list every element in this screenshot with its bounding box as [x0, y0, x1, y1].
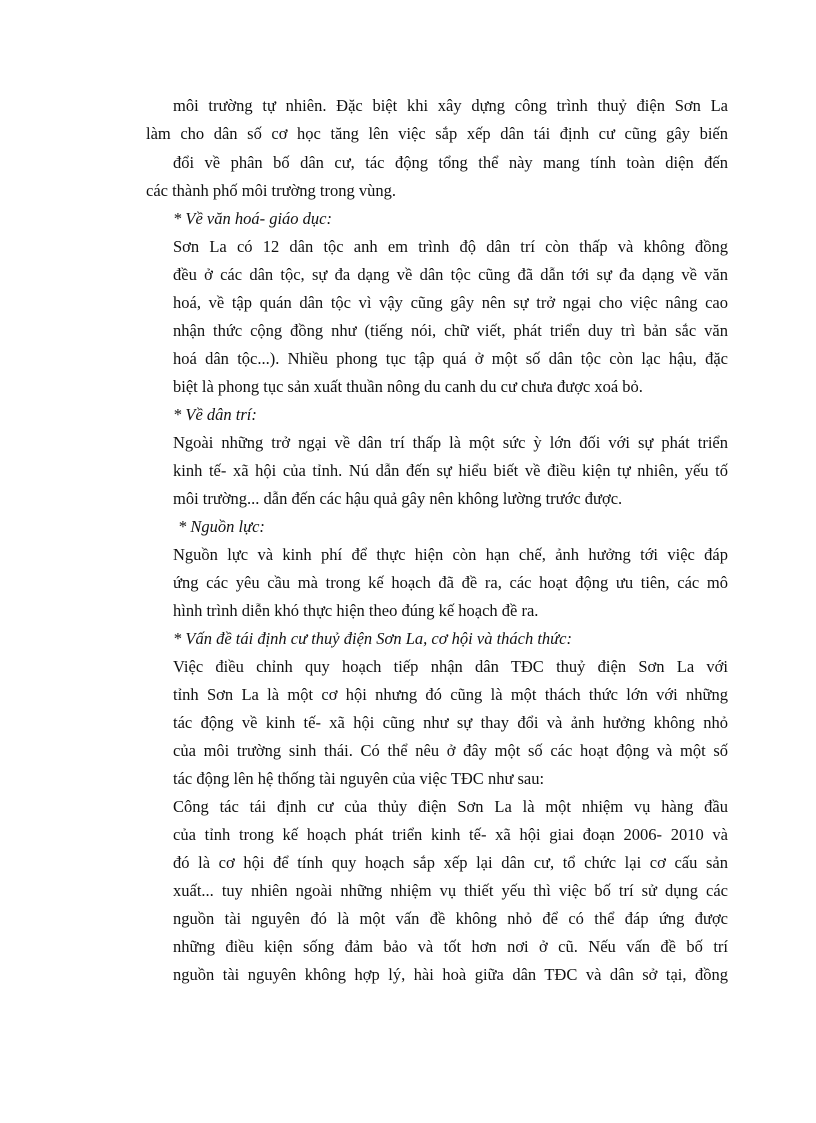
text-line: hình trình diễn khó thực hiện theo đúng kế hoạch đề ra. — [173, 601, 539, 620]
text-line: của tỉnh trong kế hoạch phát triển kinh tế- xã hội giai đoạn 2006- 2010 và — [173, 825, 728, 844]
text-line: nhận thức cộng đồng như (tiếng nói, chữ viết, phát triển duy trì bản sắc văn — [173, 321, 728, 340]
text-line: tác động lên hệ thống tài nguyên của việc TĐC như sau: — [173, 769, 545, 788]
text-line: xuất... tuy nhiên ngoài những nhiệm vụ thiết yếu thì việc bố trí sử dụng các — [173, 881, 728, 900]
text-line: tác động về kinh tế- xã hội cũng như sự thay đổi và ảnh hưởng không nhỏ — [173, 713, 728, 732]
text-line: nguồn tài nguyên đó là một vấn đề không nhỏ để có thể đáp ứng được — [173, 909, 728, 928]
text-line: các thành phố môi trường trong vùng. — [146, 181, 396, 200]
text-line: Ngoài những trở ngại về dân trí thấp là một sức ỳ lớn đối với sự phát triển — [173, 433, 728, 452]
text-line: Nguồn lực và kinh phí để thực hiện còn hạn chế, ảnh hưởng tới việc đáp — [173, 545, 728, 564]
text-line: của môi trường sinh thái. Có thể nêu ở đây một số các hoạt động và một số — [173, 741, 728, 760]
text-line: đều ở các dân tộc, sự đa dạng về dân tộc cũng đã dẫn tới sự đa dạng về văn — [173, 265, 728, 284]
text-line: môi trường tự nhiên. Đặc biệt khi xây dựng công trình thuỷ điện Sơn La — [173, 96, 728, 115]
text-line: môi trường... dẫn đến các hậu quả gây nên không lường trước được. — [173, 489, 623, 508]
text-line: tỉnh Sơn La là một cơ hội nhưng đó cũng là một thách thức lớn với những — [173, 685, 728, 704]
text-line: ứng các yêu cầu mà trong kế hoạch đã đề ra, các hoạt động ưu tiên, các mô — [173, 573, 728, 592]
section-heading-culture-education: * Về văn hoá- giáo dục: — [173, 209, 332, 228]
text-line: hoá dân tộc...). Nhiều phong tục tập quá ở một số dân tộc còn lạc hậu, đặc — [173, 349, 728, 368]
text-line: những điều kiện sống đảm bảo và tốt hơn nơi ở cũ. Nếu vấn đề bố trí — [173, 937, 728, 956]
section-heading-education: * Về dân trí: — [173, 405, 257, 424]
text-line: hoá, về tập quán dân tộc vì vậy cũng gây nên sự trở ngại cho việc nâng cao — [173, 293, 728, 312]
text-line: biệt là phong tục sản xuất thuần nông du canh du cư chưa được xoá bỏ. — [173, 377, 643, 396]
text-line: Sơn La có 12 dân tộc anh em trình độ dân trí còn thấp và không đồng — [173, 237, 728, 256]
section-heading-resettlement: * Vấn đề tái định cư thuỷ điện Sơn La, cơ hội và thách thức: — [173, 629, 572, 648]
text-line: đó là cơ hội để tính quy hoạch sắp xếp lại dân cư, tổ chức lại cơ cấu sản — [173, 853, 728, 872]
text-line: nguồn tài nguyên không hợp lý, hài hoà giữa dân TĐC và dân sở tại, đồng — [173, 965, 728, 984]
text-line: kinh tế- xã hội của tỉnh. Nú dẫn đến sự hiểu biết về điều kiện tự nhiên, yếu tố — [173, 461, 728, 480]
text-line: Việc điều chỉnh quy hoạch tiếp nhận dân TĐC thuỷ điện Sơn La với — [173, 657, 728, 676]
text-line: làm cho dân số cơ học tăng lên việc sắp xếp dân tái định cư cũng gây biến — [146, 124, 728, 143]
text-line: đổi về phân bố dân cư, tác động tổng thể này mang tính toàn diện đến — [173, 153, 728, 172]
section-heading-resources: * Nguồn lực: — [178, 517, 265, 536]
text-line: Công tác tái định cư của thủy điện Sơn La là một nhiệm vụ hàng đầu — [173, 797, 728, 816]
